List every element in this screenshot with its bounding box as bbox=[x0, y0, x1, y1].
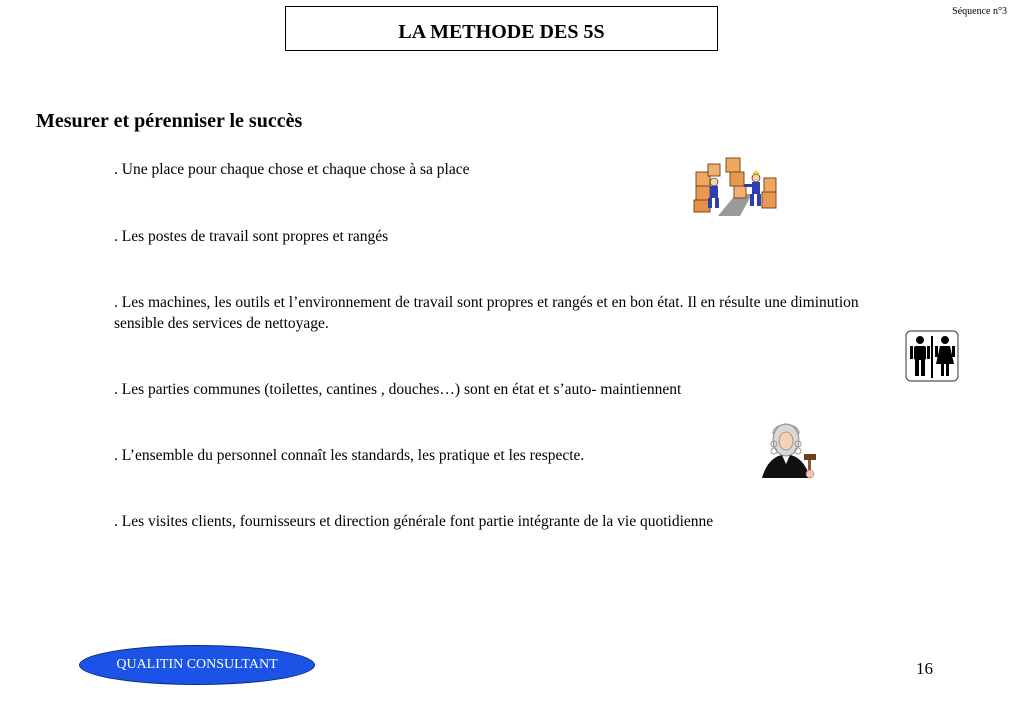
list-item: . L’ensemble du personnel connaît les standards, les pratique et les respecte. bbox=[114, 447, 585, 464]
restroom-icon bbox=[905, 330, 959, 382]
list-item: . Les visites clients, fournisseurs et direction générale font partie intégrante de la vie quotidienne bbox=[114, 513, 714, 530]
list-item: . Les machines, les outils et l’environnement de travail sont propres et rangés et en bon état. Il en résulte une diminution sensible des services de nettoyage. bbox=[114, 294, 859, 332]
company-badge bbox=[79, 645, 315, 685]
list-item: . Les parties communes (toilettes, cantines , douches…) sont en état et s’auto- maintiennent bbox=[114, 381, 682, 398]
list-item: . Une place pour chaque chose et chaque chose à sa place bbox=[114, 161, 470, 178]
sequence-label: Séquence n°3 bbox=[952, 6, 1007, 17]
company-name: QUALITIN CONSULTANT bbox=[116, 657, 278, 672]
page-title-text: LA METHODE DES 5S bbox=[398, 21, 605, 43]
page-number: 16 bbox=[916, 659, 933, 678]
section-title: Mesurer et pérenniser le succès bbox=[36, 110, 303, 132]
judge-gavel-icon bbox=[758, 422, 820, 482]
page-title bbox=[285, 6, 718, 51]
boxes-movers-icon bbox=[690, 154, 782, 218]
list-item: . Les postes de travail sont propres et rangés bbox=[114, 228, 389, 245]
